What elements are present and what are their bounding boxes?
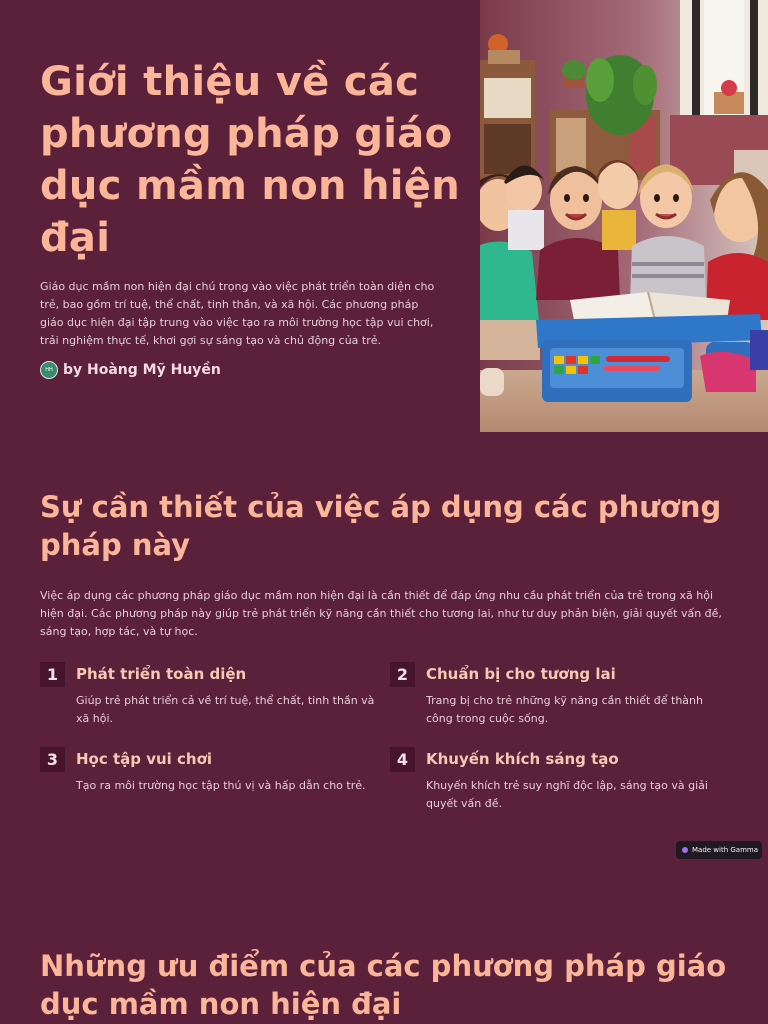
benefit-number: 2	[390, 662, 415, 687]
made-with-gamma-badge[interactable]	[676, 841, 762, 859]
benefit-number: 4	[390, 747, 415, 772]
gamma-badge-label: Made with Gamma	[692, 846, 759, 854]
hero-title: Giới thiệu về các phương pháp giáo dục mầm non hiện đại	[40, 59, 460, 261]
hero-description: Giáo dục mầm non hiện đại chú trọng vào việc phát triển toàn diện cho trẻ, bao gồm trí tuệ, thể chất, tinh thần, và xã hội. Các phương pháp giáo dục hiện đại tập trung vào việc tạo ra môi trường học tập vui chơi, trải nghiệm thực tế, khơi gợi sự sáng tạo và chủ động của trẻ.	[40, 280, 435, 347]
benefit-description: Tạo ra môi trường học tập thú vị và hấp dẫn cho trẻ.	[76, 779, 366, 792]
classroom-children-photo	[480, 0, 768, 432]
benefit-description: Trang bị cho trẻ những kỹ năng cần thiết để thành công trong cuộc sống.	[426, 694, 703, 725]
benefit-description: Giúp trẻ phát triển cả về trí tuệ, thể chất, tinh thần và xã hội.	[76, 694, 375, 725]
benefit-title: Học tập vui chơi	[76, 750, 213, 768]
benefit-title: Phát triển toàn diện	[76, 665, 247, 683]
author-byline	[40, 361, 221, 379]
benefit-title: Chuẩn bị cho tương lai	[426, 665, 616, 683]
gamma-logo-icon	[682, 847, 688, 853]
benefit-title: Khuyến khích sáng tạo	[426, 750, 619, 768]
author-name: by Hoàng Mỹ Huyền	[63, 362, 221, 378]
benefit-number: 3	[40, 747, 65, 772]
benefit-description: Khuyến khích trẻ suy nghĩ độc lập, sáng tạo và giải quyết vấn đề.	[426, 779, 708, 810]
necessity-section-description: Việc áp dụng các phương pháp giáo dục mầm non hiện đại là cần thiết để đáp ứng nhu cầu phát triển của trẻ trong xã hội hiện đại. Các phương pháp này giúp trẻ phát triển kỹ năng cần thiết cho tương lai, như tư duy phản biện, giải quyết vấn đề, sáng tạo, hợp tác, và tự học.	[40, 589, 722, 638]
necessity-section-title: Sự cần thiết của việc áp dụng các phương pháp này	[40, 490, 722, 562]
benefit-number: 1	[40, 662, 65, 687]
author-avatar-icon: HH	[40, 361, 58, 379]
advantages-section-title: Những ưu điểm của các phương pháp giáo dục mầm non hiện đại	[40, 949, 727, 1021]
